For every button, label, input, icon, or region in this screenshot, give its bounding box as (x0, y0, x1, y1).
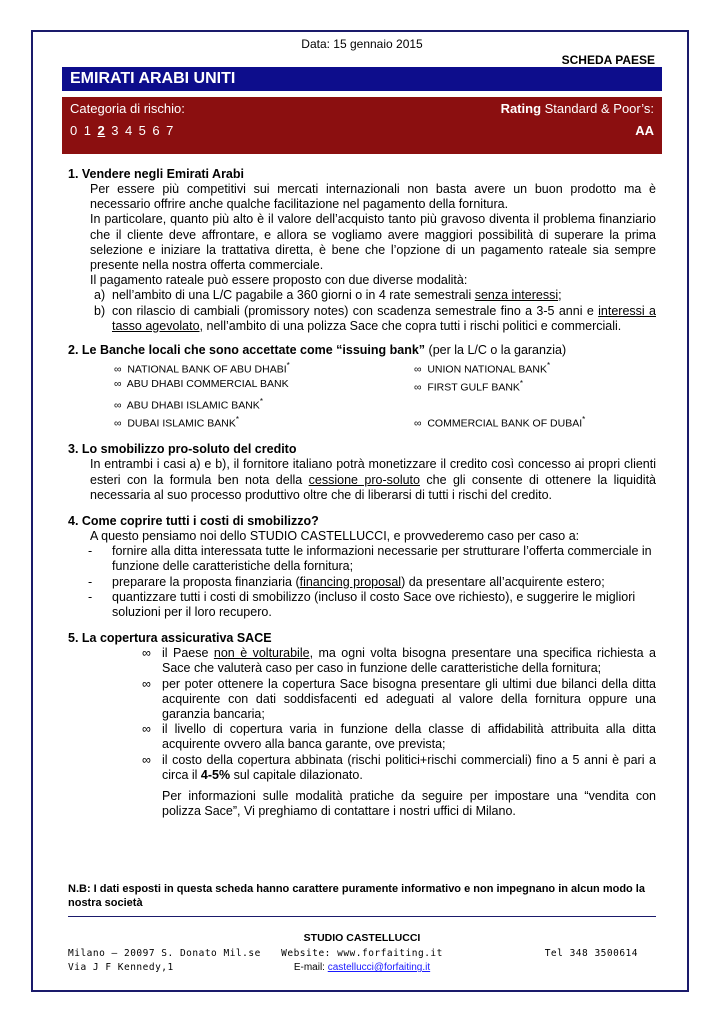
bank-item: ∞ FIRST GULF BANK* (414, 379, 524, 394)
bank-item: ∞ COMMERCIAL BANK OF DUBAI* (414, 415, 586, 430)
infinity-bullet-icon: ∞ (414, 417, 422, 430)
bank-item: ∞ ABU DHABI COMMERCIAL BANK (114, 378, 289, 391)
sace-item: ∞ il costo della copertura abbinata (rischi politici+rischi commerciali) fino a 5 anni è pari a circa il 4-5% sul capitale dilazionato. (142, 752, 656, 782)
risk-category-label: Categoria di rischio: (70, 101, 185, 116)
risk-scale-item: 1 (83, 123, 92, 138)
risk-scale-item: 6 (152, 123, 161, 138)
infinity-bullet-icon: ∞ (142, 676, 151, 691)
infinity-bullet-icon: ∞ (114, 363, 122, 376)
bank-item: ∞ DUBAI ISLAMIC BANK* (114, 415, 239, 430)
disclaimer-note: N.B: I dati esposti in questa scheda hanno carattere puramente informativo e non impegnano in alcun modo la nostra società (68, 883, 645, 909)
sace-item: ∞ per poter ottenere la copertura Sace bisogna presentare gli ultimi due bilanci della ditta acquirente con dati soddisfacenti ed adeguati al valore della fornitura oppure una garanzia bancaria; (142, 676, 656, 722)
section-3-title: 3. Lo smobilizzo pro-soluto del credito (68, 442, 297, 457)
bank-list (68, 359, 656, 431)
bank-item: ∞ NATIONAL BANK OF ABU DHABI* (114, 361, 290, 376)
infinity-bullet-icon: ∞ (114, 417, 122, 430)
section-3-paragraph: In entrambi i casi a) e b), il fornitore italiano potrà monetizzare il credito così concesso ai propri clienti esteri con la formula ben nota della cessione pro-soluto che gli consente di ottenere la liquidità necessaria al suo processo produttivo oltre che di liberarsi di tutti i rischi del credito. (90, 457, 656, 502)
section-1-paragraph: Per essere più competitivi sui mercati internazionali non basta avere un buon prodotto ma è necessario offrire anche qualche facilitazione nel pagamento della fornitura. (90, 182, 656, 212)
footer-address-1: Milano – 20097 S. Donato Mil.se (68, 948, 261, 959)
sace-item: ∞ il Paese non è volturabile, ma ogni volta bisogna presentare una specifica richiesta a Sace che valuterà caso per caso in funzione delle caratteristiche della fornitura; (142, 646, 656, 676)
bank-item: ∞ ABU DHABI ISLAMIC BANK* (114, 397, 263, 412)
footer-email: E-mail: castellucci@forfaiting.it (293, 962, 431, 973)
section-4-intro: A questo pensiamo noi dello STUDIO CASTELLUCCI, e provvederemo caso per caso a: (90, 529, 580, 544)
document-date: Data: 15 gennaio 2015 (301, 37, 423, 51)
payment-option-a: a) nell’ambito di una L/C pagabile a 360 giorni o in 4 rate semestrali senza interessi; (94, 288, 562, 303)
section-1-paragraph: Il pagamento rateale può essere proposto con due diverse modalità: (90, 273, 468, 288)
section-2-title: 2. Le Banche locali che sono accettate come “issuing bank” (per la L/C o la garanzia) (68, 343, 567, 358)
footer-website: Website: www.forfaiting.it (281, 948, 443, 959)
rating-label: Rating Standard & Poor’s: (500, 101, 654, 116)
risk-scale-item: 4 (124, 123, 133, 138)
infinity-bullet-icon: ∞ (414, 381, 422, 394)
service-item: - preparare la proposta finanziaria (financing proposal) da presentare all’acquirente estero; (88, 574, 605, 589)
infinity-bullet-icon: ∞ (142, 752, 151, 767)
country-title: EMIRATI ARABI UNITI (62, 67, 662, 91)
document-body (68, 166, 656, 819)
section-4-title: 4. Come coprire tutti i costi di smobilizzo? (68, 514, 319, 529)
email-link[interactable]: castellucci@forfaiting.it (327, 962, 431, 973)
footer-divider (68, 916, 656, 917)
risk-scale (70, 123, 180, 138)
infinity-bullet-icon: ∞ (142, 722, 151, 737)
bank-item: ∞ UNION NATIONAL BANK* (414, 361, 551, 376)
risk-scale-item: 0 (70, 123, 78, 138)
payment-option-b: b) con rilascio di cambiali (promissory notes) con scadenza semestrale fino a 3-5 anni e interessi a tasso agevolato, nell’ambito di una polizza Sace che copra tutti i rischi politici e commerciali. (94, 303, 656, 333)
contact-paragraph: Per informazioni sulle modalità pratiche da seguire per impostare una “vendita con polizza Sace”, Vi preghiamo di contattare i nostri uffici di Milano. (162, 789, 656, 819)
infinity-bullet-icon: ∞ (114, 378, 122, 391)
service-item: - fornire alla ditta interessata tutte le informazioni necessarie per strutturare l’offerta commerciale in funzione delle caratteristiche della fornitura; (88, 544, 652, 574)
footer-company: STUDIO CASTELLUCCI (303, 932, 421, 944)
section-1-paragraph: In particolare, quanto più alto è il valore dell’acquisto tanto più gravoso diventa il problema finanziario che il cliente deve affrontare, e allora se vogliamo avere maggiori possibilità di superare la prima selezione e iniziare la trattativa diretta, è bene che l’opzione di un pagamento rateale sia sempre presente nella nostra offerta commerciale. (90, 212, 656, 273)
footer-phone: Tel 348 3500614 (544, 948, 638, 959)
section-5-title: 5. La copertura assicurativa SACE (68, 631, 272, 646)
risk-scale-item: 5 (138, 123, 147, 138)
service-item: - quantizzare tutti i costi di smobilizzo (incluso il costo Sace ove richiesto), e suggerire le migliori soluzioni per il loro recupero. (88, 589, 636, 620)
risk-scale-item: 7 (166, 123, 174, 138)
sace-item: ∞ il livello di copertura varia in funzione della classe di affidabilità attribuita alla ditta acquirente ovvero alla banca garante, ove prevista; (142, 722, 656, 752)
rating-value: AA (635, 123, 654, 138)
section-1-title: 1. Vendere negli Emirati Arabi (68, 167, 244, 181)
infinity-bullet-icon: ∞ (114, 399, 122, 412)
risk-scale-item: 3 (111, 123, 119, 138)
risk-box (62, 97, 662, 154)
infinity-bullet-icon: ∞ (414, 363, 422, 376)
document-type: SCHEDA PAESE (561, 53, 655, 67)
risk-scale-selected: 2 (97, 123, 106, 138)
footer-address-2: Via J F Kennedy,1 (68, 962, 174, 973)
infinity-bullet-icon: ∞ (142, 646, 151, 661)
